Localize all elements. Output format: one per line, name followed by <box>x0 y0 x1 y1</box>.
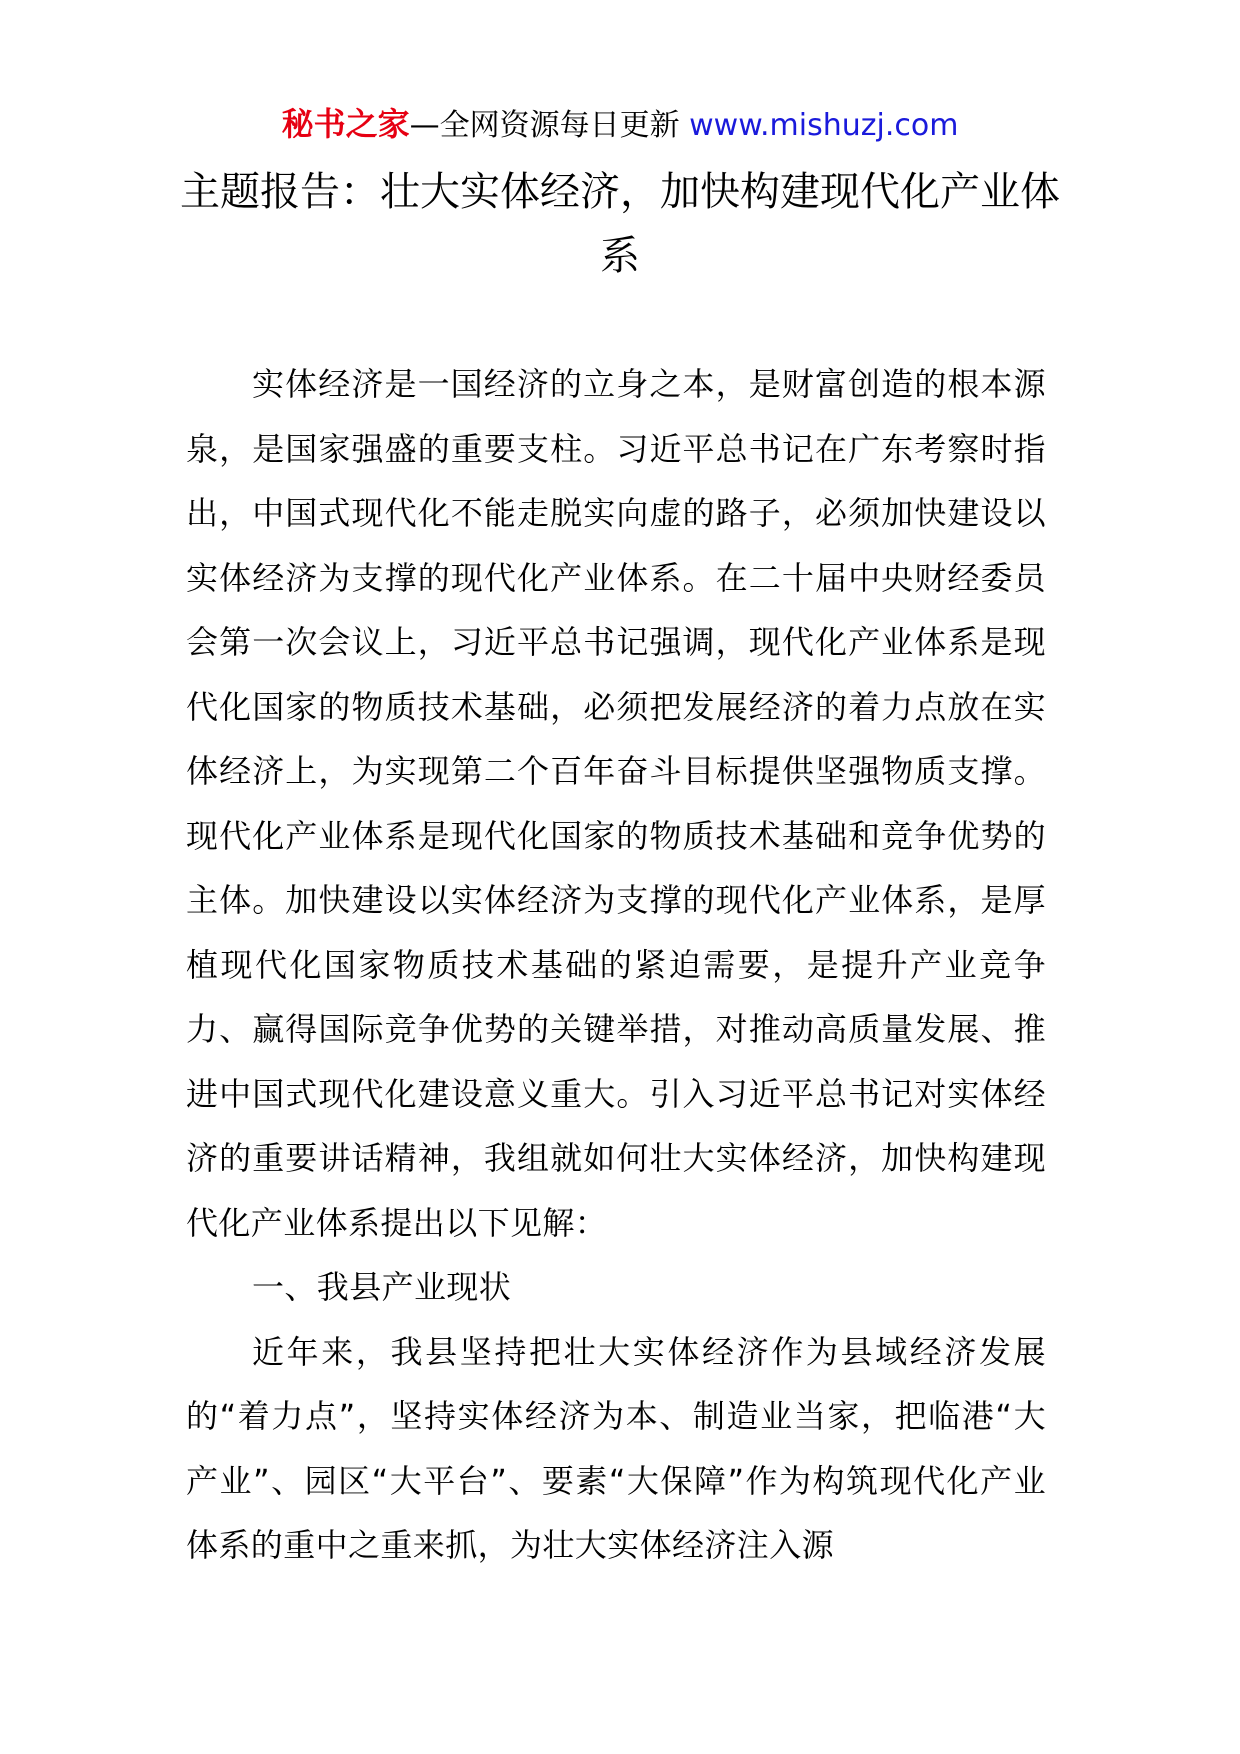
watermark-header <box>0 102 1240 148</box>
section-heading: 一、我县产业现状 <box>252 1268 512 1306</box>
site-url-link[interactable]: www.mishuzj.com <box>689 108 959 143</box>
paragraph-status: 近年来，我县坚持把壮大实体经济作为县域经济发展的“着力点”，坚持实体经济为本、制造业当家，把临港“大产业”、园区“大平台”、要素“大保障”作为构筑现代化产业体系的重中之重来抓，为壮大实体经济注入源 <box>186 1332 1046 1564</box>
brand-name: 秘书之家 <box>281 105 410 143</box>
header-tagline: —全网资源每日更新 <box>409 108 680 143</box>
document-body <box>186 352 1046 1578</box>
document-title: 主题报告：壮大实体经济，加快构建现代化产业体系 <box>180 169 1060 279</box>
paragraph-intro: 实体经济是一国经济的立身之本，是财富创造的根本源泉，是国家强盛的重要支柱。习近平总书记在广东考察时指出，中国式现代化不能走脱实向虚的路子，必须加快建设以实体经济为支撑的现代化产业体系。在二十届中央财经委员会第一次会议上，习近平总书记强调，现代化产业体系是现代化国家的物质技术基础，必须把发展经济的着力点放在实体经济上，为实现第二个百年奋斗目标提供坚强物质支撑。现代化产业体系是现代化国家的物质技术基础和竞争优势的主体。加快建设以实体经济为支撑的现代化产业体系，是厚植现代化国家物质技术基础的紧迫需要，是提升产业竞争力、赢得国际竞争优势的关键举措，对推动高质量发展、推进中国式现代化建设意义重大。引入习近平总书记对实体经济的重要讲话精神，我组就如何壮大实体经济，加快构建现代化产业体系提出以下见解： <box>186 365 1046 1242</box>
